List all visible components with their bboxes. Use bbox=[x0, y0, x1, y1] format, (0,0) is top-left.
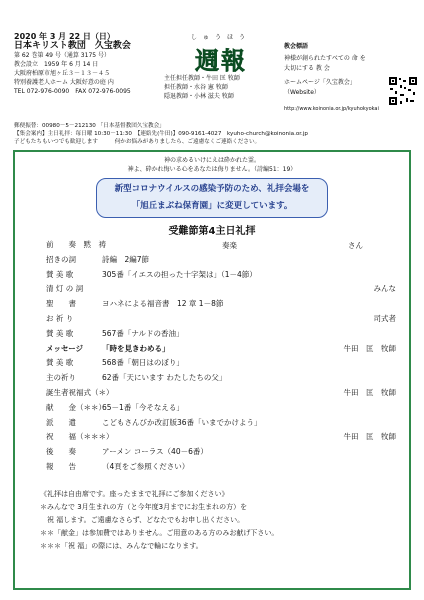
welcome-note: 子どもたちもいつでも歓迎します 何かお悩みがありましたら、ご遠慮なくご連絡ください。 bbox=[14, 139, 261, 145]
service-row bbox=[46, 386, 396, 401]
service-item-label: メッセージ bbox=[46, 343, 84, 353]
service-row bbox=[46, 297, 396, 312]
phone-fax: TEL 072-976-0090 FAX 072-976-0095 bbox=[14, 88, 131, 95]
homepage-url[interactable]: http://www.koinonia.or.jp/kyuhokyokai bbox=[284, 106, 379, 112]
bulletin-date: 2020 年 3 月 22 日（日） bbox=[14, 32, 115, 41]
homepage-sub: （Website） bbox=[284, 89, 320, 96]
note-offering: ＊＊「献金」は参加費ではありません。ご用意のある方のみお献げ下さい。 bbox=[40, 529, 279, 537]
service-row bbox=[46, 430, 396, 445]
nursing-home: 特別養護老人ホーム 大阪好意の庭 内 bbox=[14, 79, 114, 86]
verse-line-2: 神よ、砕かれ悔いる心をあなたは侮りません。（詩編51：19） bbox=[127, 166, 297, 173]
note-blessing: ＊＊＊「祝 福」の際には、みんなで輪になります。 bbox=[40, 542, 203, 550]
service-item-label: 招きの詞 bbox=[46, 254, 76, 264]
service-item-label: 賛 美 歌 bbox=[46, 358, 74, 368]
pastors-list bbox=[164, 74, 274, 101]
service-row bbox=[46, 282, 396, 297]
service-item-content: 567番「ナルドの香油」 bbox=[102, 328, 184, 338]
founded-date: 教会設立 1959 年 6 月 14 日 bbox=[14, 61, 99, 68]
church-address: 大阪府柏原市旭ヶ丘３－１３－４５ bbox=[14, 70, 111, 77]
logo-ruby: しゅうほう bbox=[190, 34, 251, 41]
postal-transfer: 郵便振替：00980－5－212130 「日本基督教団久宝教会」 bbox=[14, 123, 165, 129]
contact-info bbox=[14, 122, 414, 146]
service-row bbox=[46, 356, 396, 371]
organist-honorific: さん bbox=[348, 241, 363, 250]
service-item-label: 賛 美 歌 bbox=[46, 328, 74, 338]
service-item-person: 牛田 匡 牧師 bbox=[343, 432, 396, 442]
qr-code-icon[interactable] bbox=[388, 76, 418, 106]
service-item-content: 詩編 2編7節 bbox=[102, 254, 150, 264]
service-item-label: 主の祈り bbox=[46, 373, 76, 383]
motto-line-2: 大切にする 教 会 bbox=[284, 65, 330, 72]
service-item-label: 清 灯 の 詞 bbox=[46, 284, 84, 294]
note-seating: 《礼拝は自由席です。座ったままで礼拝にご参加ください》 bbox=[40, 490, 229, 498]
church-name: 日本キリスト教団 久宝教会 bbox=[14, 41, 131, 51]
service-row bbox=[46, 445, 396, 460]
motto-line-1: 神様が創られたすべての 命 を bbox=[284, 55, 366, 62]
covid-notice-banner bbox=[96, 178, 328, 218]
homepage-label: ホームページ「久宝教会」 bbox=[284, 79, 356, 86]
service-row bbox=[46, 401, 396, 416]
service-item-label: 聖 書 bbox=[46, 299, 76, 309]
service-item-content: アーメン コーラス（40－6番） bbox=[102, 447, 208, 457]
service-row bbox=[46, 253, 396, 268]
service-item-content: 65－1番「今そなえる」 bbox=[102, 402, 184, 412]
service-row bbox=[46, 238, 396, 253]
service-item-label: 前 奏 黙 祷 bbox=[46, 240, 106, 249]
service-item-label: 報 告 bbox=[46, 461, 76, 471]
service-row bbox=[46, 312, 396, 327]
service-item-content: ヨハネによる福音書 12 章 1－8節 bbox=[102, 299, 224, 309]
issue-number: 第 62 巻第 49 号（通算 3175 号） bbox=[14, 52, 110, 59]
logo-text: 週報 bbox=[195, 46, 247, 75]
verse-line-1: 神の求めるいけにえは砕かれた霊。 bbox=[163, 157, 260, 164]
service-item-label: お 祈 り bbox=[46, 313, 74, 323]
bible-verse bbox=[0, 156, 424, 174]
service-notes bbox=[40, 488, 390, 553]
service-row bbox=[46, 371, 396, 386]
service-row bbox=[46, 460, 396, 475]
service-row bbox=[46, 327, 396, 342]
shuho-logo bbox=[186, 32, 256, 76]
organist-label: 奏楽 bbox=[222, 241, 237, 250]
service-item-content: 62番「天にいます わたしたちの父」 bbox=[102, 373, 227, 383]
service-item-label: 後 奏 bbox=[46, 447, 76, 457]
service-item-label: 祝 福（＊＊＊） bbox=[46, 432, 114, 442]
service-item-content: 305番「イエスの担った十字架は」（1－4節） bbox=[102, 269, 257, 279]
pastor-3: 隠退教師・小林 滋夫 牧師 bbox=[164, 93, 234, 100]
meeting-info: 【集会案内】主日礼拝：毎日曜 10:30－11:30 【連絡先(牛田)】090-9161-4027 kyuho-church@koinonia.or.jp bbox=[14, 131, 308, 137]
service-item-label: 派 遣 bbox=[46, 417, 76, 427]
service-item-person: 牛田 匡 牧師 bbox=[343, 387, 396, 397]
service-item-content: こどもさんびか改訂版36番「いまでかけよう」 bbox=[102, 417, 262, 427]
service-title: 受難節第4主日礼拝 bbox=[168, 226, 256, 237]
banner-line-1: 新型コロナウイルスの感染予防のため、礼拝会場を bbox=[114, 184, 310, 194]
note-birthday-2: 祝 福します。ご遠慮なさらず、どなたでもお申し出ください。 bbox=[40, 516, 245, 524]
banner-line-2: 「旭丘まぶね保育園」に変更しています。 bbox=[131, 201, 293, 211]
service-item-person: 牛田 匡 牧師 bbox=[343, 343, 396, 353]
pastor-2: 担任教師・水谷 憲 牧師 bbox=[164, 84, 228, 91]
service-item-content: 568番「朝日はのぼり」 bbox=[102, 358, 184, 368]
service-item-person: みんな bbox=[373, 284, 396, 294]
service-item-person: 司式者 bbox=[373, 313, 396, 323]
motto-title: 教会標語 bbox=[284, 43, 309, 50]
note-birthday-1: ＊みんなで 3月生まれの方（と今年度3月までにお生まれの方）を bbox=[40, 503, 248, 511]
service-row bbox=[46, 268, 396, 283]
service-item-label: 賛 美 歌 bbox=[46, 269, 74, 279]
service-row bbox=[46, 416, 396, 431]
service-item-content: 「時を見きわめる」 bbox=[102, 343, 170, 353]
service-item-content: （4頁をご参照ください） bbox=[102, 461, 190, 471]
service-item-label: 献 金（＊＊） bbox=[46, 402, 106, 412]
order-of-service bbox=[46, 238, 396, 475]
church-motto bbox=[284, 42, 394, 98]
service-item-label: 誕生者祝福式（＊） bbox=[46, 387, 114, 397]
header-left bbox=[14, 32, 164, 96]
service-row bbox=[46, 342, 396, 357]
pastor-1: 主任担任教師・牛田 匡 牧師 bbox=[164, 75, 240, 82]
